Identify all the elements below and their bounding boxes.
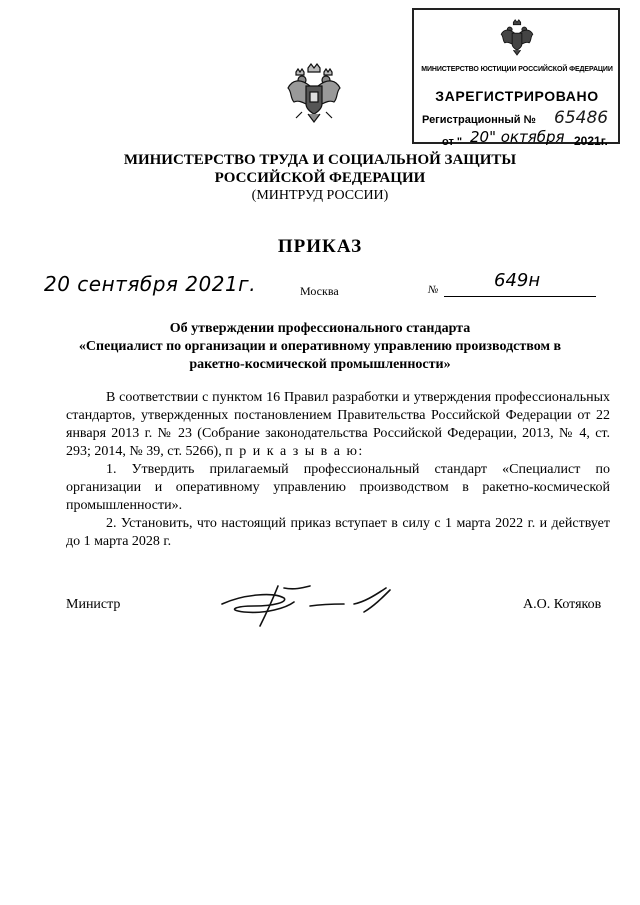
handwritten-signature-icon xyxy=(214,582,404,632)
ministry-name-line2: РОССИЙСКОЙ ФЕДЕРАЦИИ xyxy=(214,170,426,186)
coat-of-arms-icon xyxy=(286,62,342,126)
stamp-reg-label: Регистрационный № xyxy=(422,114,536,126)
number-sign: № xyxy=(428,284,439,296)
stamp-ministry-name: МИНИСТЕРСТВО ЮСТИЦИИ РОССИЙСКОЙ ФЕДЕРАЦИИ xyxy=(421,66,613,73)
signer-role: Министр xyxy=(66,597,121,612)
stamp-coat-of-arms-icon xyxy=(500,18,534,58)
preamble-text: В соответствии с пунктом 16 Правил разработки и утверждения профессиональных стандартов, утвержденных постановлением Правительства Российской Федерации от 22 января 2013 г. № 23 (Собрание законодательства Российской Федерации, 2013, № 4, ст. 293; 2014, № 39, ст. 5266), xyxy=(66,390,610,459)
item-1-paragraph: 1. Утвердить прилагаемый профессиональный стандарт «Специалист по организации и оперативному управлению производством в ракетно-космической промышленности». xyxy=(66,462,610,513)
order-title-line1: Об утверждении профессионального стандарта xyxy=(169,321,471,336)
number-underline xyxy=(444,296,596,297)
stamp-year: 2021г. xyxy=(574,134,608,148)
order-date-handwritten: 20 сентября 2021г. xyxy=(44,272,257,296)
order-title-line3: ракетно-космической промышленности» xyxy=(189,357,451,372)
order-place: Москва xyxy=(300,284,339,298)
ministry-abbreviation: (МИНТРУД РОССИИ) xyxy=(251,188,389,203)
order-body xyxy=(66,389,610,551)
order-title-line2: «Специалист по организации и оперативному управлению производством в xyxy=(78,339,562,354)
order-number-handwritten: 649н xyxy=(494,270,541,291)
item-2-paragraph: 2. Установить, что настоящий приказ вступает в силу с 1 марта 2022 г. и действует до 1 марта 2028 г. xyxy=(66,516,610,549)
stamp-date-label: от " xyxy=(442,136,463,148)
signer-name: А.О. Котяков xyxy=(523,597,602,612)
stamp-registered-label: ЗАРЕГИСТРИРОВАНО xyxy=(435,88,599,104)
document-type: ПРИКАЗ xyxy=(277,236,363,257)
stamp-date-handwritten: 20" октября xyxy=(470,128,565,146)
ministry-name-line1: МИНИСТЕРСТВО ТРУДА И СОЦИАЛЬНОЙ ЗАЩИТЫ xyxy=(123,152,517,168)
preamble-paragraph xyxy=(66,389,610,461)
stamp-reg-number: 65486 xyxy=(554,108,609,128)
registration-stamp xyxy=(412,8,620,148)
order-word: п р и к а з ы в а ю: xyxy=(225,444,364,459)
